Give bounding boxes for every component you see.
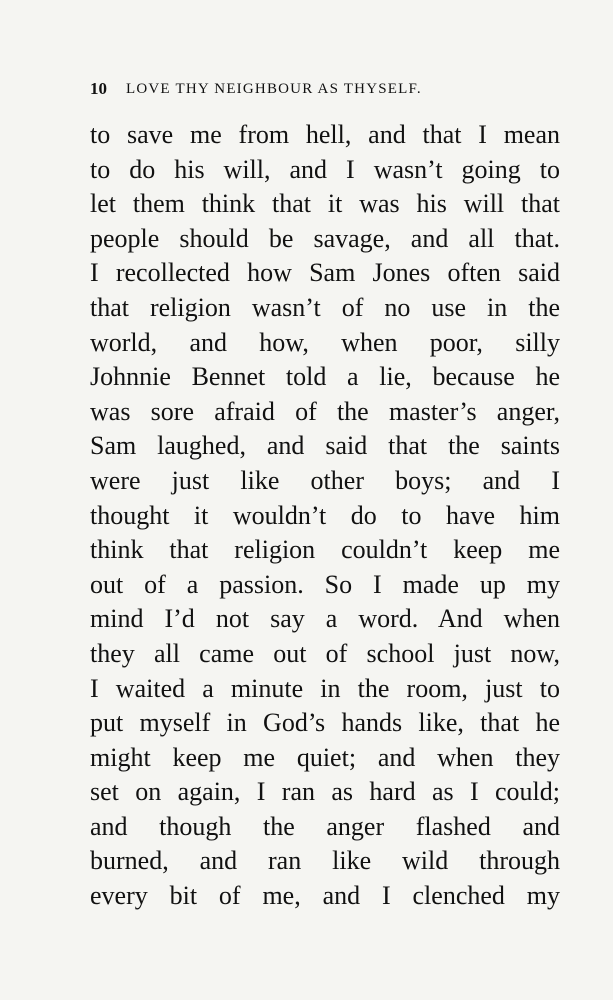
text-line: mind I’d not say a word. And when xyxy=(90,604,560,634)
text-line: I waited a minute in the room, just to xyxy=(90,673,560,703)
text-line: thought it wouldn’t do to have him xyxy=(90,500,560,530)
text-line: let them think that it was his will that xyxy=(90,189,560,219)
text-line: think that religion couldn’t keep me xyxy=(90,535,560,565)
text-line: people should be savage, and all that. xyxy=(90,223,560,253)
text-line: to save me from hell, and that I mean xyxy=(90,120,560,149)
text-line: out of a passion. So I made up my xyxy=(90,569,560,599)
running-head xyxy=(90,74,520,104)
text-line: every bit of me, and I clenched my xyxy=(90,881,560,911)
text-line: world, and how, when poor, silly xyxy=(90,327,560,357)
text-line: Johnnie Bennet told a lie, because he xyxy=(90,362,560,392)
text-line: that religion wasn’t of no use in the xyxy=(90,292,560,322)
text-line: was sore afraid of the master’s anger, xyxy=(90,396,560,426)
text-line: they all came out of school just now, xyxy=(90,638,560,668)
body-text xyxy=(90,118,560,914)
text-line: I recollected how Sam Jones often said xyxy=(90,258,560,288)
page-number: 10 xyxy=(90,79,107,98)
running-title: LOVE THY NEIGHBOUR AS THYSELF. xyxy=(126,80,422,97)
text-line: might keep me quiet; and when they xyxy=(90,742,560,772)
text-line: set on again, I ran as hard as I could; xyxy=(90,777,560,807)
text-line: were just like other boys; and I xyxy=(90,465,560,495)
text-line: Sam laughed, and said that the saints xyxy=(90,431,560,461)
text-line: burned, and ran like wild through xyxy=(90,846,560,876)
text-line: put myself in God’s hands like, that he xyxy=(90,708,560,738)
text-line: to do his will, and I wasn’t going to xyxy=(90,154,560,184)
text-line: and though the anger flashed and xyxy=(90,811,560,841)
